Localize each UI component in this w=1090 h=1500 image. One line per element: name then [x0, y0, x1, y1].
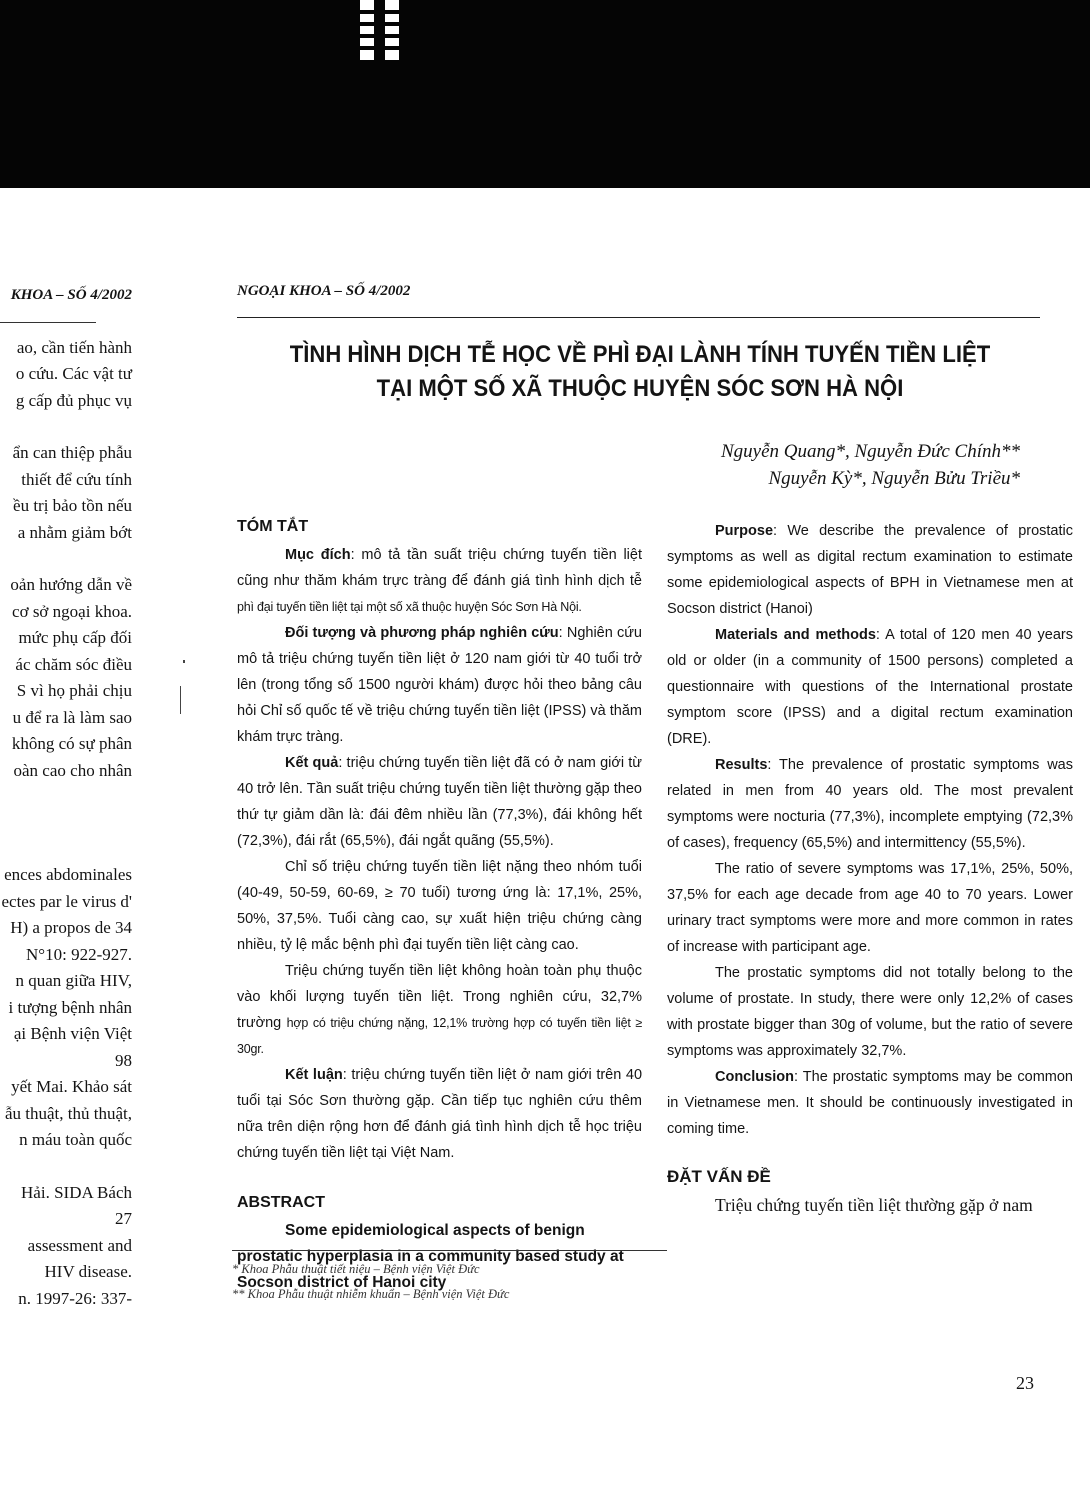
previous-page-line: S vì họ phải chịu [16, 681, 132, 700]
purpose-text-end: phì đại tuyến tiền liệt tại một số xã thuộc huyện Sóc Sơn Hà Nội. [237, 600, 582, 614]
previous-page-line [0, 836, 140, 862]
previous-page-line: ác chăm sóc điều [15, 654, 132, 674]
running-head-rule [237, 317, 1040, 318]
methods-text-en: : A total of 120 men 40 years old or older (in a community of 1500 persons) completed a questionnaire with questions of the International prostate symptom score (IPSS) and a digital rectum examination (DRE). [667, 627, 1073, 747]
previous-page-line: g cấp đủ phục vụ [15, 390, 132, 410]
running-head: NGOẠI KHOA – SỐ 4/2002 [237, 283, 411, 299]
scan-black-border [0, 0, 1090, 188]
abstract-results [667, 752, 1073, 856]
previous-page-line: oản hướng dẫn về [10, 575, 132, 594]
footnote-1: * Khoa Phẫu thuật tiết niệu – Bệnh viện Việt Đức [232, 1262, 480, 1276]
conclusion-label: Kết luận [285, 1067, 343, 1083]
previous-page-line: o cứu. Các vật tư [15, 364, 132, 383]
scan-mark [180, 686, 181, 714]
results-text: : triệu chứng tuyến tiền liệt đã có ở nam giới từ 40 trở lên. Tần suất triệu chứng tuyến tiền liệt thường gặp theo thứ tự giảm dần là: đái đêm nhiều lần (77,3%), đái không hết (72,3%), đái rắt (65,5%), đái ngắt quãng (55,5%). [237, 755, 642, 849]
previous-page-line [0, 810, 140, 836]
previous-page-line: n. 1997-26: 337- [18, 1288, 132, 1308]
article-title-line-2: TẠI MỘT SỐ XÃ THUỘC HUYỆN SÓC SƠN HÀ NỘI [376, 375, 904, 402]
volume-text: Triệu chứng tuyến tiền liệt không hoàn toàn phụ thuộc vào khối lượng tuyến tiền liệt. Trong nghiên cứu, 32,7% trường [237, 963, 642, 1031]
article-title-line-1: TÌNH HÌNH DỊCH TỄ HỌC VỀ PHÌ ĐẠI LÀNH TÍNH TUYẾN TIỀN LIỆT [289, 341, 991, 368]
abstract-severity: The ratio of severe symptoms was 17,1%, 25%, 50%, 37,5% for each age decade from age 40 to 70 years. Lower urinary tract symptoms were more and more common in rates of increase with participant age. [667, 861, 1073, 955]
results-label-en: Results [715, 757, 768, 773]
previous-page-line: ẩn can thiệp phẫu [12, 443, 132, 462]
previous-page-line: không có sự phân [11, 734, 132, 753]
introduction-text: Triệu chứng tuyến tiền liệt thường gặp ở nam [715, 1195, 1033, 1215]
summary-purpose [237, 542, 642, 620]
previous-page-line: ều trị bảo tồn nếu [13, 496, 132, 515]
previous-page-line: ẫu thuật, thủ thuật, [4, 1103, 132, 1123]
right-text-column [667, 518, 1073, 1218]
methods-label: Đối tượng và phương pháp nghiên cứu [285, 625, 559, 641]
previous-page-line: yết Mai. Khảo sát [11, 1077, 132, 1096]
footnote-rule [232, 1250, 667, 1251]
summary-methods [237, 620, 642, 750]
previous-page-line: ao, cần tiến hành [16, 337, 132, 357]
volume-text-end: hợp có triệu chứng nặng, 12,1% trường hợp có tuyến tiền liệt ≥ 30gr. [237, 1016, 642, 1056]
previous-page-line: ectes par le virus d' [1, 891, 132, 911]
previous-page-line [0, 1154, 140, 1180]
summary-results [237, 750, 642, 854]
previous-page-line: a nhằm giảm bớt [17, 522, 132, 542]
previous-page-header: KHOA – SỐ 4/2002 [10, 287, 132, 303]
footnote-2: ** Khoa Phẫu thuật nhiễm khuẩn – Bệnh viện Việt Đức [232, 1287, 510, 1301]
previous-page-line: n quan giữa HIV, [15, 971, 132, 990]
footnotes [232, 1257, 509, 1307]
previous-page-line: oàn cao cho nhân [13, 760, 132, 780]
authors-line-2: Nguyễn Kỳ*, Nguyễn Bửu Triều* [768, 468, 1020, 489]
binding-tab-mark [385, 0, 399, 60]
abstract-title-line-3: Socson district of Hanoi city [237, 1274, 447, 1291]
left-text-column [237, 514, 642, 1296]
previous-page-line: ences abdominales [4, 865, 132, 884]
previous-page-line: u để ra là làm sao [12, 707, 132, 727]
previous-page-line: thiết để cứu tính [21, 469, 132, 489]
abstract-conclusion [667, 1064, 1073, 1142]
abstract-methods [667, 622, 1073, 752]
previous-page-line: ại Bệnh viện Việt [13, 1024, 132, 1043]
previous-page-line: Hải. SIDA Bách [21, 1182, 132, 1202]
previous-page-line: cơ sở ngoại khoa. [12, 601, 132, 621]
purpose-label: Mục đích [285, 547, 351, 563]
page-number: 23 [1016, 1373, 1034, 1393]
abstract-title-line-2: prostatic hyperplasia in a community based study at [237, 1248, 624, 1265]
conclusion-text-en: : The prostatic symptoms may be common in Vietnamese men. It should be continuously investigated in coming time. [667, 1069, 1073, 1137]
previous-page-line: mức phụ cấp đối [18, 628, 132, 647]
abstract-purpose [667, 518, 1073, 622]
summary-conclusion [237, 1062, 642, 1166]
previous-page-line [0, 784, 140, 810]
previous-page-header-rule [0, 322, 96, 323]
results-label: Kết quả [285, 755, 339, 771]
previous-page-line: H) a propos de 34 [10, 918, 132, 937]
previous-page-line [0, 414, 140, 440]
author-list [600, 438, 1020, 492]
abstract-title-line-1: Some epidemiological aspects of benign [285, 1222, 585, 1239]
purpose-text-en: : We describe the prevalence of prostatic symptoms as well as digital rectum examination to estimate some epidemiological aspects of BPH in Vietnamese men at Socson district (Hanoi) [667, 523, 1073, 617]
methods-label-en: Materials and methods [715, 627, 876, 643]
summary-heading: TÓM TẮT [237, 518, 309, 535]
introduction-heading: ĐẶT VẤN ĐỀ [667, 1167, 771, 1186]
conclusion-label-en: Conclusion [715, 1069, 794, 1085]
article-title [272, 338, 1008, 406]
previous-page-column [0, 282, 140, 1312]
previous-page-line [0, 546, 140, 572]
summary-severity: Chỉ số triệu chứng tuyến tiền liệt nặng theo nhóm tuổi (40-49, 50-59, 60-69, ≥ 70 tuổi) tương ứng là: 17,1%, 25%, 50%, 37,5%. Tuổi càng cao, sự xuất hiện triệu chứng càng nhiều, tỷ lệ mắc bệnh phì đại tuyến tiền liệt càng cao. [237, 859, 642, 953]
summary-volume [237, 958, 642, 1062]
previous-page-line: i tượng bệnh nhân [8, 997, 132, 1017]
binding-tab-mark [360, 0, 374, 60]
previous-page-line: n máu toàn quốc [19, 1130, 132, 1149]
purpose-text: : mô tả tần suất triệu chứng tuyến tiền liệt cũng như thăm khám trực tràng để đánh giá tình hình dịch tễ [237, 547, 643, 589]
scan-mark [183, 660, 185, 663]
abstract-volume: The prostatic symptoms did not totally belong to the volume of prostate. In study, there were only 12,2% of cases with prostate bigger than 30g of volume, but the ratio of severe symptoms was approximately 32,7%. [667, 965, 1073, 1059]
previous-page-lines [0, 335, 140, 1313]
previous-page-line: 27 [115, 1209, 132, 1228]
abstract-heading: ABSTRACT [237, 1194, 325, 1211]
previous-page-line: N°10: 922-927. [26, 944, 132, 964]
purpose-label-en: Purpose [715, 523, 774, 539]
previous-page-line: 98 [115, 1050, 132, 1070]
previous-page-line: HIV disease. [44, 1262, 132, 1281]
authors-line-1: Nguyễn Quang*, Nguyễn Đức Chính** [720, 441, 1020, 462]
methods-text: : Nghiên cứu mô tả triệu chứng tuyến tiền liệt ở 120 nam giới từ 40 tuổi trở lên (trong tổng số 1500 người khám) được hỏi theo bảng câu hỏi Chỉ số quốc tế về triệu chứng tuyến tiền liệt (IPSS) và thăm khám trực tràng. [237, 625, 642, 745]
conclusion-text: : triệu chứng tuyến tiền liệt ở nam giới trên 40 tuổi tại Sóc Sơn thường gặp. Cần tiếp tục nghiên cứu thêm nữa trên diện rộng hơn để đánh giá tình hình dịch tễ học triệu chứng tuyến tiền liệt tại Việt Nam. [237, 1067, 643, 1161]
results-text-en: : The prevalence of prostatic symptoms was related in men from 40 years old. The most prevalent symptoms were nocturia (77,3%), incomplete emptying (72,3% of cases), frequency (65,5%) and intermittency (55,5%). [667, 757, 1073, 851]
previous-page-line: assessment and [27, 1235, 132, 1255]
